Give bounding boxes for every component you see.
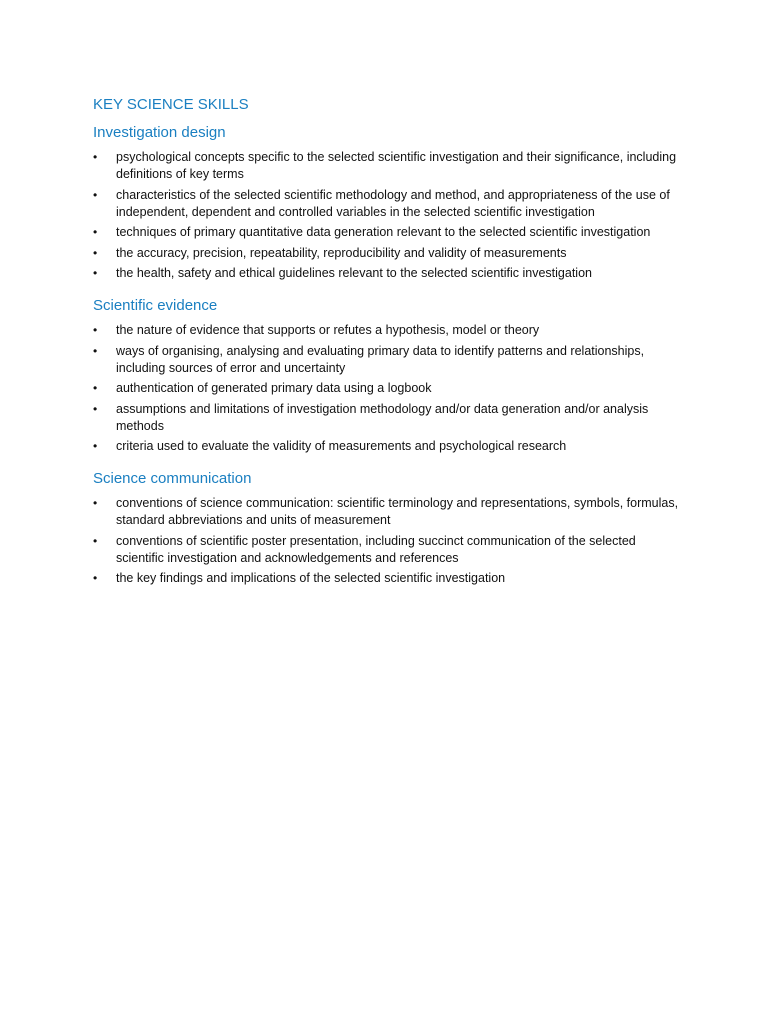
bullet-icon: • — [93, 323, 98, 337]
list-item — [93, 570, 683, 587]
bullet-icon: • — [93, 266, 98, 280]
list-item-text: psychological concepts specific to the selected scientific investigation and their significance, including definitions of key terms — [116, 150, 677, 181]
bullet-icon: • — [93, 571, 98, 585]
list-item — [93, 149, 683, 183]
document-title: KEY SCIENCE SKILLS — [93, 96, 249, 113]
list-item — [93, 533, 683, 567]
list-item — [93, 343, 683, 377]
list-item — [93, 265, 683, 282]
bullet-icon: • — [93, 533, 98, 548]
list-item-text: conventions of scientific poster presentation, including succinct communication of the selected scientific investigation and acknowledgements and references — [116, 533, 636, 565]
bullet-icon: • — [93, 150, 98, 164]
list-item-text: authentication of generated primary data using a logbook — [116, 381, 432, 395]
list-item — [93, 380, 683, 397]
list-item — [93, 401, 683, 435]
section-scientific-evidence — [93, 296, 683, 455]
section-science-communication — [93, 469, 683, 587]
list-item-text: conventions of science communication: scientific terminology and representations, symbols, formulas, standard abbreviations and units of measurement — [116, 496, 679, 527]
list-item-text: characteristics of the selected scientific methodology and method, and appropriateness of the use of independent, dependent and controlled variables in the selected scientific investigation — [116, 187, 670, 219]
bullet-icon: • — [93, 187, 98, 202]
section-heading: Investigation design — [93, 124, 226, 141]
bullet-icon: • — [93, 381, 98, 395]
bullet-icon: • — [93, 439, 98, 453]
list-item — [93, 245, 683, 262]
section-investigation-design — [93, 123, 683, 282]
list-item-text: the accuracy, precision, repeatability, reproducibility and validity of measurements — [116, 245, 567, 260]
list-item — [93, 187, 683, 221]
list-item-text: techniques of primary quantitative data generation relevant to the selected scientific investigation — [116, 225, 651, 239]
document-page — [93, 95, 683, 601]
list-item — [93, 224, 683, 241]
list-item-text: the key findings and implications of the selected scientific investigation — [116, 571, 506, 585]
list-item — [93, 322, 683, 339]
list-item — [93, 495, 683, 529]
bullet-icon: • — [93, 245, 98, 260]
bullet-icon: • — [93, 401, 98, 416]
bullet-list — [93, 495, 683, 587]
bullet-icon: • — [93, 496, 98, 510]
list-item-text: the health, safety and ethical guidelines relevant to the selected scientific investigation — [116, 266, 592, 280]
list-item-text: ways of organising, analysing and evaluating primary data to identify patterns and relationships, including sources of error and uncertainty — [116, 343, 645, 375]
list-item-text: criteria used to evaluate the validity of measurements and psychological research — [116, 439, 567, 453]
bullet-icon: • — [93, 225, 98, 239]
bullet-icon: • — [93, 343, 98, 358]
bullet-list — [93, 149, 683, 282]
list-item-text: assumptions and limitations of investigation methodology and/or data generation and/or analysis methods — [116, 401, 649, 433]
bullet-list — [93, 322, 683, 455]
section-heading: Scientific evidence — [93, 297, 218, 314]
list-item-text: the nature of evidence that supports or refutes a hypothesis, model or theory — [116, 323, 540, 337]
list-item — [93, 438, 683, 455]
section-heading: Science communication — [93, 470, 252, 487]
